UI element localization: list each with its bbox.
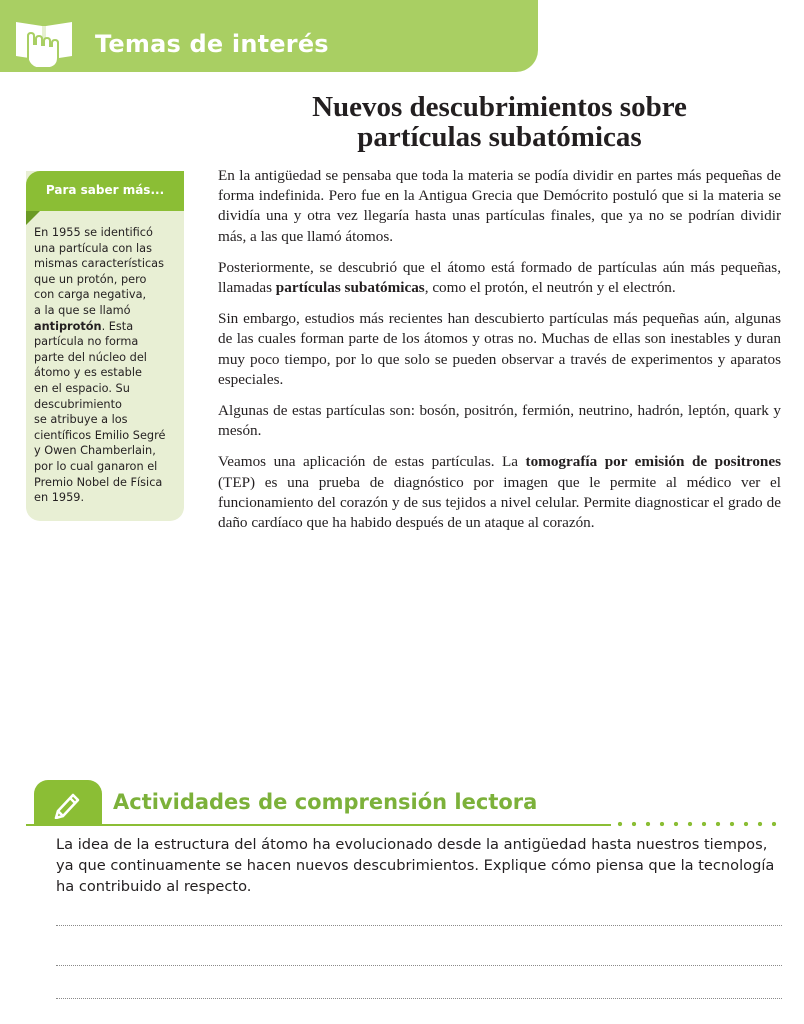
paragraph-4: Algunas de estas partículas son: bosón, positrón, fermión, neutrino, hadrón, leptón, quark y mesón.	[218, 402, 781, 440]
sidebar-box	[26, 171, 184, 521]
hand-book-icon	[12, 8, 76, 70]
paragraph-1: En la antigüedad se pensaba que toda la materia se podía dividir en partes más pequeñas de forma indefinida. Pero fue en la Antigua Grecia que Demócrito postuló que si la materia se dividía una y otra vez llegaría hasta unas partículas finales, que ya no se podrían dividir más, a las que llamó átomos.	[218, 167, 781, 245]
sidebar-text-part-1: En 1955 se identificó una partícula con las mismas características que un protón, pero con carga negativa, a la que se llamó	[34, 226, 164, 317]
activities-prompt: La idea de la estructura del átomo ha evolucionado desde la antigüedad hasta nuestros tiempos, ya que continuamente se hacen nuevos descubrimientos. Explique cómo piensa que la tecnología ha contribuido al respecto.	[56, 836, 775, 895]
paragraph-5-part-2: (TEP) es una prueba de diagnóstico por imagen que le permite al médico ver el funcionamiento del corazón y de sus tejidos a nivel celular. Permite diagnosticar el grado de daño cardíaco que ha habido después de un ataque al corazón.	[218, 473, 781, 532]
paragraph-2-bold: partículas subatómicas	[275, 279, 425, 297]
paragraph-2-part-2: , como el protón, el neutrón y el electrón.	[424, 279, 676, 297]
activities-divider	[26, 824, 611, 826]
activities-title: Actividades de comprensión lectora	[113, 790, 538, 814]
section-title: Temas de interés	[95, 30, 329, 58]
article-title	[218, 92, 781, 152]
paragraph-5-bold: tomografía por emisión de positrones	[525, 453, 782, 471]
paragraph-2-part-1: Posteriormente, se descubrió que el átomo está formado de partículas aún más pequeñas, llamadas	[218, 258, 781, 297]
answer-line[interactable]	[56, 925, 782, 926]
sidebar-text-bold: antiprotón	[34, 319, 102, 333]
article-title-line-2: partículas subatómicas	[357, 121, 642, 153]
pencil-icon	[52, 789, 84, 819]
paragraph-2	[218, 258, 781, 298]
answer-line[interactable]	[56, 998, 782, 999]
sidebar-text	[34, 225, 180, 506]
activities-dotted-divider	[613, 821, 781, 827]
paragraph-5-part-1: Veamos una aplicación de estas partículas. La	[218, 453, 526, 471]
activities-tab	[34, 780, 102, 826]
article-title-line-1: Nuevos descubrimientos sobre	[312, 91, 687, 123]
article-body	[218, 166, 781, 544]
paragraph-5	[218, 452, 781, 533]
section-header-banner	[0, 0, 538, 72]
sidebar-heading: Para saber más...	[45, 183, 165, 197]
sidebar-header	[26, 171, 184, 211]
answer-line[interactable]	[56, 965, 782, 966]
paragraph-3: Sin embargo, estudios más recientes han descubierto partículas más pequeñas aún, algunas de las cuales forman parte de los átomos y otras no. Muchas de ellas son inestables y duran muy poco tiempo, por lo que solo se pueden observar a través de experimentos y aparatos especiales.	[218, 310, 781, 388]
sidebar-text-part-2: . Esta partícula no forma parte del núcleo del átomo y es estable en el espacio. Su descubrimiento se atribuye a los científicos Emilio Segré y Owen Chamberlain, por lo cual ganaron el Premio Nobel de Física en 1959.	[34, 319, 166, 505]
